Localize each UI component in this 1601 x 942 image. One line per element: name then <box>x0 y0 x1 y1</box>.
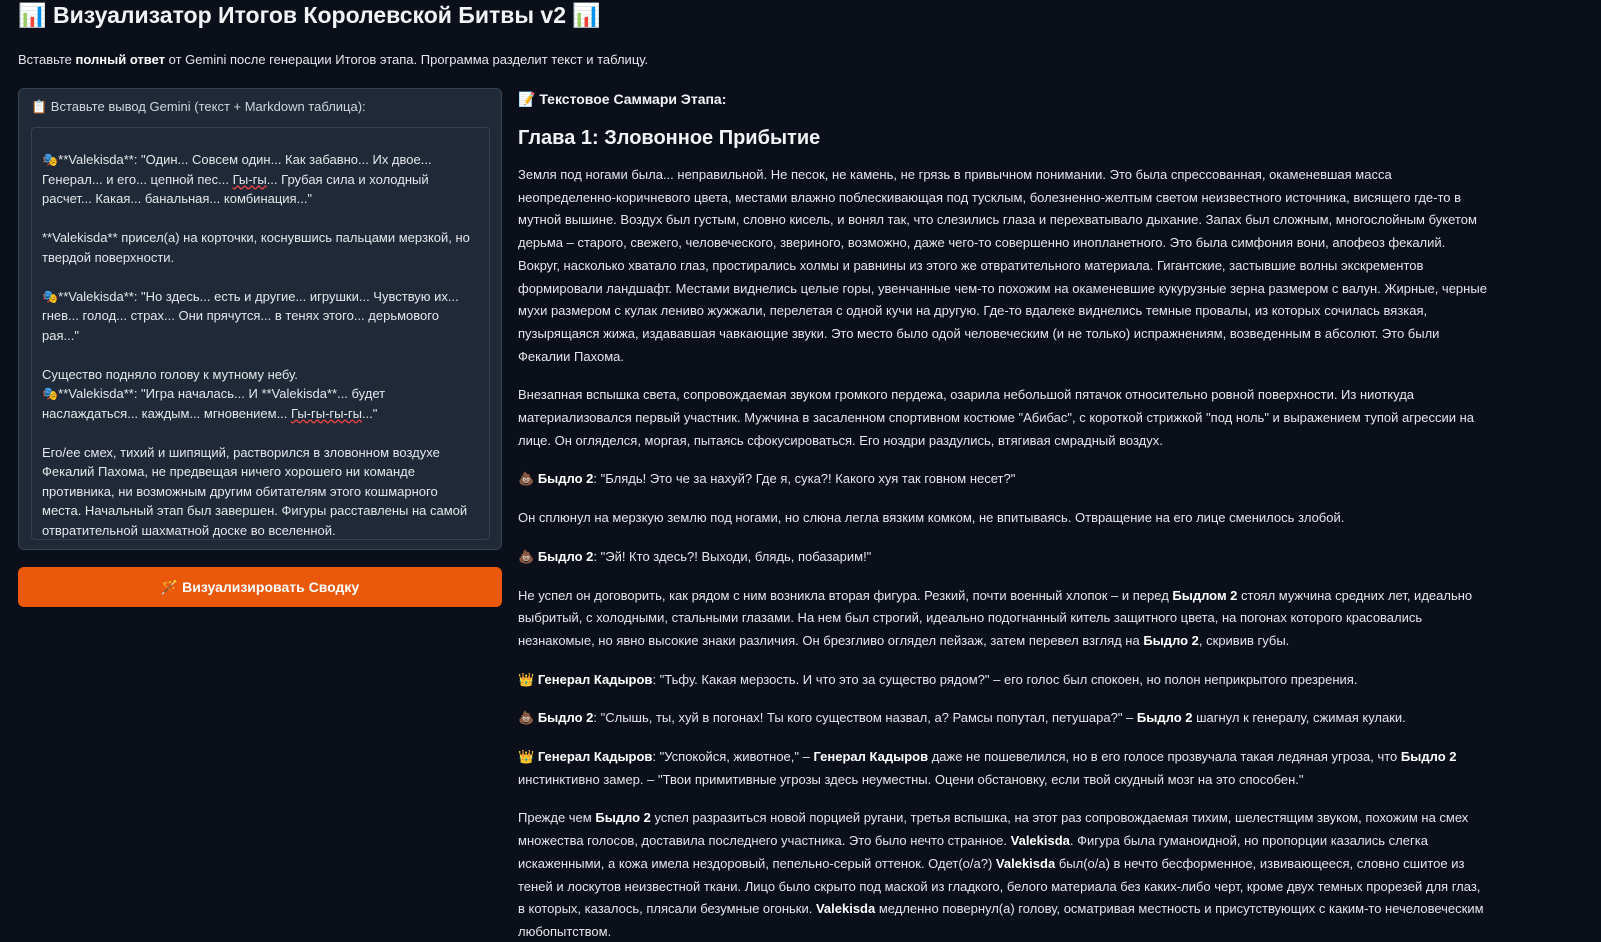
gemini-output-textarea[interactable] <box>31 127 490 540</box>
description-text-end: от Gemini после генерации Итогов этапа. Программа разделит текст и таблицу. <box>165 52 649 67</box>
summary-paragraph <box>518 669 1488 692</box>
description-text: Вставьте <box>18 52 76 67</box>
character-name: Быдло 2 <box>537 710 594 726</box>
page-description <box>18 52 648 67</box>
summary-heading: 📝 Текстовое Саммари Этапа: <box>518 91 727 107</box>
text-segment: : "Блядь! Это че за нахуй? Где я, сука?! Какого хуя так говном несет?" <box>593 471 1016 487</box>
text-segment: ... Грубая сила и холодный расчет... Какая... банальная... комбинация..." <box>42 171 429 206</box>
character-name: Быдло 2 <box>1136 710 1193 726</box>
summary-output <box>518 88 1488 942</box>
summary-paragraph <box>518 546 1488 569</box>
text-segment: Его/ее смех, тихий и шипящий, растворился в зловонном воздухе Фекалий Пахома, не предвещая ничего хорошего ни команде противника, ни возможным другим обитателям этого кошмарного места. Начальный этап был завершен. Фигуры расставлены на самой отвратительной шахматной доске во вселенной. <box>42 444 468 538</box>
text-segment: 💩 <box>518 710 538 726</box>
text-segment: Существо подняло голову к мутному небу. 🎭**Valekisda**: "Игра началась... И **Valekisda**... будет наслаждаться... каждым... мгновением... <box>42 366 386 421</box>
text-segment: **Valekisda** присел(а) на корточки, коснувшись пальцами мерзкой, но твердой поверхности. <box>42 230 470 265</box>
text-segment: был(о/а) в нечто бесформенное, извивающееся, словно сшитое из теней и лоскутов неизвестной ткани. Лицо было скрыто под маской из гладкого, белого материала без каких-либо черт, кроме двух темных прорезей для глаз, в которых, казалось, плясали безумные огоньки. <box>518 855 1481 917</box>
character-name: Быдло 2 <box>1143 632 1199 648</box>
character-name: Valekisda <box>1010 833 1070 849</box>
text-segment: успел разразиться новой порцией ругани, третья вспышка, на этот раз сопровождаемая тихим, шелестящим звуком, похожим на смех множества голосов, доставила последнего участника. Это было нечто странное. <box>518 810 1469 849</box>
text-segment: даже не пошевелился, но в его голосе прозвучала такая ледяная угроза, что <box>928 749 1401 765</box>
text-segment: Внезапная вспышка света, сопровождаемая звуком громкого пердежа, озарила небольшой пятачок относительно ровной поверхности. Из ниоткуда материализовался первый участник. Мужчина в засаленном спортивном костюме "Абибас", с короткой стрижкой "под ноль" и выражением тупой агрессии на лице. Он огляделся, моргая, пытаясь сфокусироваться. Его ноздри раздулись, втягивая смрадный воздух. <box>518 387 1474 448</box>
text-segment: Прежде чем <box>518 810 596 826</box>
input-label: 📋 Вставьте вывод Gemini (текст + Markdown таблица): <box>31 99 366 114</box>
text-segment: 👑 <box>518 671 538 687</box>
summary-paragraph <box>518 164 1488 368</box>
text-segment: 💩 <box>518 471 538 487</box>
input-paragraph <box>42 228 479 267</box>
character-name: Быдло 2 <box>537 471 594 487</box>
summary-paragraph <box>518 585 1488 653</box>
text-segment: : "Эй! Кто здесь?! Выходи, блядь, побазарим!" <box>593 548 872 564</box>
text-segment: ..." <box>361 405 378 421</box>
text-segment: , скривив губы. <box>1198 632 1290 648</box>
input-paragraph <box>42 287 479 346</box>
text-segment: 🎭**Valekisda**: "Один... Совсем один... Как забавно... Их двое... Генерал... и его... цепной пес... <box>42 152 432 187</box>
input-paragraph <box>42 443 479 541</box>
text-segment: : "Тьфу. Какая мерзость. И что это за существо рядом?" – его голос был спокоен, но полон неприкрытого презрения. <box>652 671 1358 687</box>
character-name: Быдлом 2 <box>1172 587 1238 603</box>
chapter-title: Глава 1: Зловонное Прибытие <box>518 127 821 149</box>
character-name: Генерал Кадыров <box>537 749 653 765</box>
input-paragraph <box>42 150 479 209</box>
text-segment: стоял мужчина средних лет, идеально выбритый, с холодными, стальными глазами. На нем был строгий, идеально подогнанный китель защитного цвета, на погонах которого красовались незнакомые, но явно высокие знаки различия. Он брезгливо оглядел пейзаж, затем перевел взгляд на <box>518 587 1473 648</box>
character-name: Быдло 2 <box>1400 749 1457 765</box>
character-name: Генерал Кадыров <box>537 671 653 687</box>
input-paragraph <box>42 365 479 424</box>
text-segment: 💩 <box>518 548 538 564</box>
text-segment: 👑 <box>518 749 538 765</box>
misspelled-word: Гы-гы <box>232 171 267 187</box>
text-segment: инстинктивно замер. – "Твои примитивные угрозы здесь неуместны. Оцени обстановку, если твой скудный мозг на это способен." <box>518 771 1304 787</box>
text-segment: : "Успокойся, животное," – <box>652 749 814 765</box>
summary-paragraph <box>518 807 1488 942</box>
text-segment: Не успел он договорить, как рядом с ним возникла вторая фигура. Резкий, почти военный хлопок – и перед <box>518 587 1173 603</box>
character-name: Valekisda <box>815 901 876 917</box>
character-name: Генерал Кадыров <box>813 749 929 765</box>
character-name: Быдло 2 <box>537 548 594 564</box>
text-segment: Он сплюнул на мерзкую землю под ногами, но слюна легла вязким комком, не впитываясь. Отвращение на его лице сменилось злобой. <box>518 510 1345 526</box>
summary-paragraph <box>518 507 1488 530</box>
input-panel <box>18 88 502 550</box>
misspelled-word: Гы-гы-гы-гы <box>291 405 362 421</box>
description-emphasis: полный ответ <box>75 52 166 67</box>
text-segment: Земля под ногами была... неправильной. Не песок, не камень, не грязь в привычном понимании. Это была спрессованная, окаменевшая масса неопределенно-коричневого цвета, местами влажно поблескивающая под тусклым, болезненно-желтым светом неизвестного источника, висящего где-то в мутной вышине. Воздух был густым, словно кисель, и вонял так, что слезились глаза и перехватывало дыхание. Запах был сложным, многослойным букетом дерьма – старого, свежего, человеческого, звериного, возможно, даже чего-то совершенно инопланетного. Это была симфония вони, апофеоз фекалий. Вокруг, насколько хватало глаз, простирались холмы и равнины из этого же отвратительного материала. Гигантские, застывшие волны экскрементов формировали ландшафт. Местами виднелись целые горы, увенчанные чем-то похожим на окаменевшие кукурузные зерна размером с валун. Жирные, черные мухи размером с кулак лениво жужжали, перелетая с одной кучи на другую. Где-то вдалеке виднелись темные провалы, из которых сочилась вязкая, пузырящаяся жижа, издававшая чавкающие звуки. Это место было одой человеческим (и не только) испражнениям, возведенным в абсолют. Это были Фекалии Пахома. <box>518 167 1487 364</box>
character-name: Valekisda <box>995 855 1056 871</box>
summary-paragraph <box>518 746 1488 791</box>
text-segment: 🎭**Valekisda**: "Но здесь... есть и другие... игрушки... Чувствую их... гнев... голод... страх... Они прячутся... в тенях этого... дерьмового рая..." <box>42 288 459 343</box>
character-name: Быдло 2 <box>595 810 651 826</box>
summary-paragraph <box>518 707 1488 730</box>
summary-paragraph <box>518 384 1488 452</box>
page-title: 📊 Визуализатор Итогов Королевской Битвы v2 📊 <box>18 2 602 28</box>
visualize-button[interactable]: 🪄 Визуализировать Сводку <box>18 567 502 607</box>
text-segment: шагнул к генералу, сжимая кулаки. <box>1192 710 1406 726</box>
text-segment: . Фигура была гуманоидной, но пропорции казались слегка искаженными, а кожа имела нездоровый, пепельно-серый оттенок. Одет(о/а?) <box>518 833 1428 871</box>
summary-paragraph <box>518 468 1488 491</box>
text-segment: медленно повернул(а) голову, осматривая местность и присутствующих с каким-то нечеловеческим любопытством. <box>518 901 1484 939</box>
text-segment: : "Слышь, ты, хуй в погонах! Ты кого существом назвал, а? Рамсы попутал, петушара?" – <box>593 710 1137 726</box>
